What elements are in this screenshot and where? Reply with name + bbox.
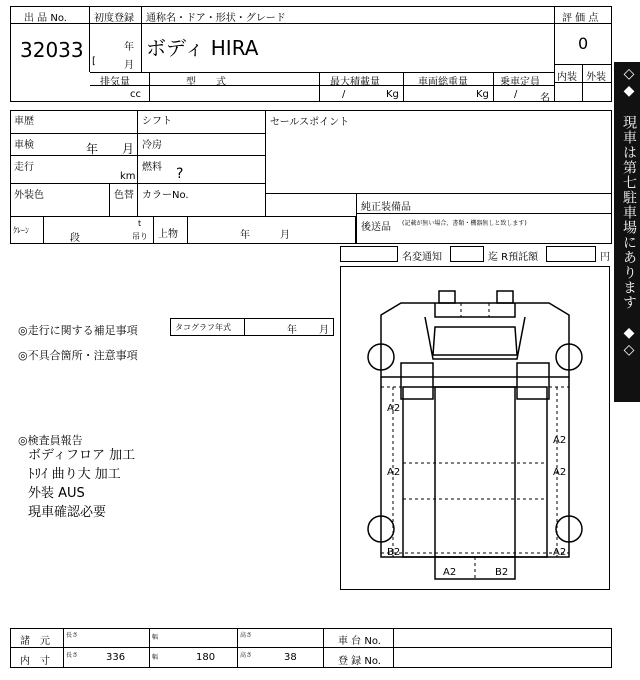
height-col [238, 628, 324, 668]
specs-width-label: 幅 [152, 634, 159, 641]
capacity-slash: / [514, 89, 518, 100]
model-label-cell [150, 72, 320, 86]
damage-right-lower: A2 [553, 547, 567, 558]
max-load-slash: / [342, 89, 346, 100]
color-code-label: カラーNo. [142, 190, 189, 201]
body-outline [381, 377, 569, 557]
chassis-label: 車 台 No. [338, 636, 381, 647]
score-label: 評 価 点 [562, 13, 599, 24]
ac-label: 冷房 [142, 140, 162, 151]
yen-label: 円 [600, 252, 610, 263]
inner-length-label: 長さ [66, 652, 79, 659]
car-name-cell [142, 24, 554, 72]
displacement-label-cell [90, 72, 150, 86]
first-reg-bracket: [ [92, 56, 96, 67]
door-left [401, 363, 433, 399]
interior-cell [554, 64, 583, 82]
interior-label: 内装 [557, 72, 577, 83]
genuine-label: 純正装備品 [361, 202, 411, 213]
fuel-value: ? [176, 166, 184, 182]
name-change-label: 名変通知 [402, 252, 442, 263]
joujou-label: 上物 [158, 229, 178, 240]
crane-stage-cell [44, 216, 154, 244]
door-right [517, 363, 549, 399]
name-label: 通称名・ドア・形状・グレード [146, 13, 286, 24]
damage-rear-right: B2 [495, 567, 509, 578]
inner-row-label: 内 寸 [20, 656, 50, 667]
first-reg-month-unit: 月 [124, 60, 134, 71]
exterior-score-cell [583, 82, 612, 102]
first-reg-year-unit: 年 [124, 42, 134, 53]
pre-sales-label: 迄 R預託額 [488, 252, 539, 263]
tachograph-year: 年 [287, 325, 297, 336]
max-load-cell [320, 86, 404, 102]
lot-no-label-cell [10, 6, 90, 24]
inspector-line: 外装 AUS [28, 486, 85, 501]
gross-weight-label-cell [404, 72, 494, 86]
max-load-label: 最大積載量 [330, 77, 380, 88]
specs-length-label: 長さ [66, 632, 79, 639]
later-note: (記載が無い場合、書類・機器無しと致します) [402, 220, 527, 227]
crane-stage: 段 [70, 233, 80, 244]
capacity-cell [494, 86, 554, 102]
tachograph-box [170, 318, 334, 336]
later-label: 後送品 [361, 222, 391, 233]
damage-rear-left: A2 [443, 567, 457, 578]
inner-height: 38 [284, 652, 297, 663]
score-value: 0 [578, 34, 589, 53]
gross-weight-label: 車両総重量 [418, 77, 468, 88]
color-no-label: 色替 [114, 190, 134, 201]
registration-label: 登 録 No. [338, 656, 381, 667]
mileage-label: 走行 [14, 162, 34, 173]
color-no-cell [110, 184, 138, 216]
displacement-unit: cc [130, 89, 141, 100]
recycle-fee-box [546, 246, 596, 262]
name-label-cell [142, 6, 554, 24]
gross-weight-unit: Kg [476, 89, 489, 100]
sales-point-label: セールスポイント [270, 117, 350, 128]
inspector-line: ﾄﾘｲ 曲り大 加工 [28, 467, 121, 482]
inspector-line: ボディフロア 加工 [28, 448, 136, 463]
tachograph-divider [244, 318, 245, 336]
fuel-cell [138, 156, 266, 184]
shift-label: シフト [142, 116, 172, 127]
first-reg-label-cell [90, 6, 142, 24]
mileage-cell [10, 156, 138, 184]
capacity-label-cell [494, 72, 554, 86]
windshield [433, 327, 517, 355]
model-cell [150, 86, 320, 102]
cab-outline [381, 303, 569, 377]
damage-right-mid: A2 [553, 467, 567, 478]
driving-notes-label: ◎走行に関する補足事項 [18, 324, 138, 337]
crane-label: ｸﾚｰﾝ [13, 226, 29, 235]
defects-label: ◎不具合箇所・注意事項 [18, 349, 138, 362]
mirror-right [497, 291, 513, 303]
inner-length: 336 [106, 652, 126, 663]
cab-roof [425, 317, 525, 359]
color-code-cell [138, 184, 266, 216]
inspection-cell [10, 134, 138, 156]
inspection-label: 車検 [14, 140, 34, 151]
truck-diagram [341, 267, 609, 589]
specs-row-label: 諸 元 [20, 636, 50, 647]
joujou-month: 月 [280, 230, 290, 241]
reg-label-col [324, 628, 394, 668]
mirror-left [439, 291, 455, 303]
crane-lift: 吊り [132, 232, 148, 241]
sales-point-cell [266, 110, 612, 194]
history-cell [10, 110, 138, 134]
first-reg-label: 初度登録 [94, 13, 134, 24]
damage-left-lower: B2 [387, 547, 401, 558]
history-label: 車歴 [14, 116, 34, 127]
inspection-month: 月 [122, 142, 135, 156]
inspector-line: 現車確認必要 [28, 505, 107, 520]
bed-floor [435, 387, 515, 557]
damage-left-mid: A2 [387, 467, 401, 478]
location-banner-text: ◇◆ 現車は第七駐車場にあります ◆◇ [621, 66, 637, 359]
max-load-unit: Kg [386, 89, 399, 100]
ac-cell [138, 134, 266, 156]
vehicle-diagram-frame [340, 266, 610, 590]
score-label-cell [554, 6, 612, 24]
width-col [150, 628, 238, 668]
specs-height-label: 高さ [240, 632, 253, 639]
inspection-year: 年 [86, 142, 99, 156]
car-name: ボディ HIRA [146, 36, 259, 60]
fuel-label: 燃料 [142, 162, 162, 173]
genuine-label-cell [356, 194, 416, 214]
inner-width: 180 [196, 652, 216, 663]
name-change-value-box [450, 246, 484, 262]
cab-top [435, 303, 515, 317]
inspector-label: ◎検査員報告 [18, 434, 83, 447]
row-label-col [10, 628, 64, 668]
inner-width-label: 幅 [152, 654, 159, 661]
inspector-lines [28, 446, 228, 522]
model-label: 型 式 [186, 77, 226, 88]
tachograph-label: タコグラフ年式 [175, 323, 231, 332]
lot-no: 32033 [20, 38, 84, 62]
joujou-cell [188, 216, 356, 244]
capacity-unit: 名 [540, 93, 550, 104]
joujou-year: 年 [240, 230, 250, 241]
location-banner [614, 62, 640, 402]
lot-no-label: 出 品 No. [24, 13, 67, 24]
tachograph-month: 月 [319, 325, 329, 336]
ext-color-cell [10, 184, 110, 216]
crane-cell [10, 216, 44, 244]
interior-score-cell [554, 82, 583, 102]
exterior-label: 外装 [586, 72, 606, 83]
exterior-cell [583, 64, 612, 82]
genuine-cell [416, 194, 612, 214]
inner-height-label: 高さ [240, 652, 253, 659]
displacement-label: 排気量 [100, 77, 130, 88]
crane-ton: t [138, 219, 142, 228]
first-reg-cell [90, 24, 142, 72]
shift-cell [138, 110, 266, 134]
displacement-cell [90, 86, 150, 102]
joujou-label-cell [154, 216, 188, 244]
bed-outline [403, 387, 547, 557]
mileage-unit: km [120, 171, 136, 182]
capacity-label: 乗車定員 [500, 77, 540, 88]
max-load-label-cell [320, 72, 404, 86]
lot-no-cell [10, 24, 90, 72]
gross-weight-cell [404, 86, 494, 102]
damage-left-upper: A2 [387, 403, 401, 414]
name-change-box [340, 246, 398, 262]
ext-color-label: 外装色 [14, 190, 44, 201]
damage-right-upper: A2 [553, 435, 567, 446]
